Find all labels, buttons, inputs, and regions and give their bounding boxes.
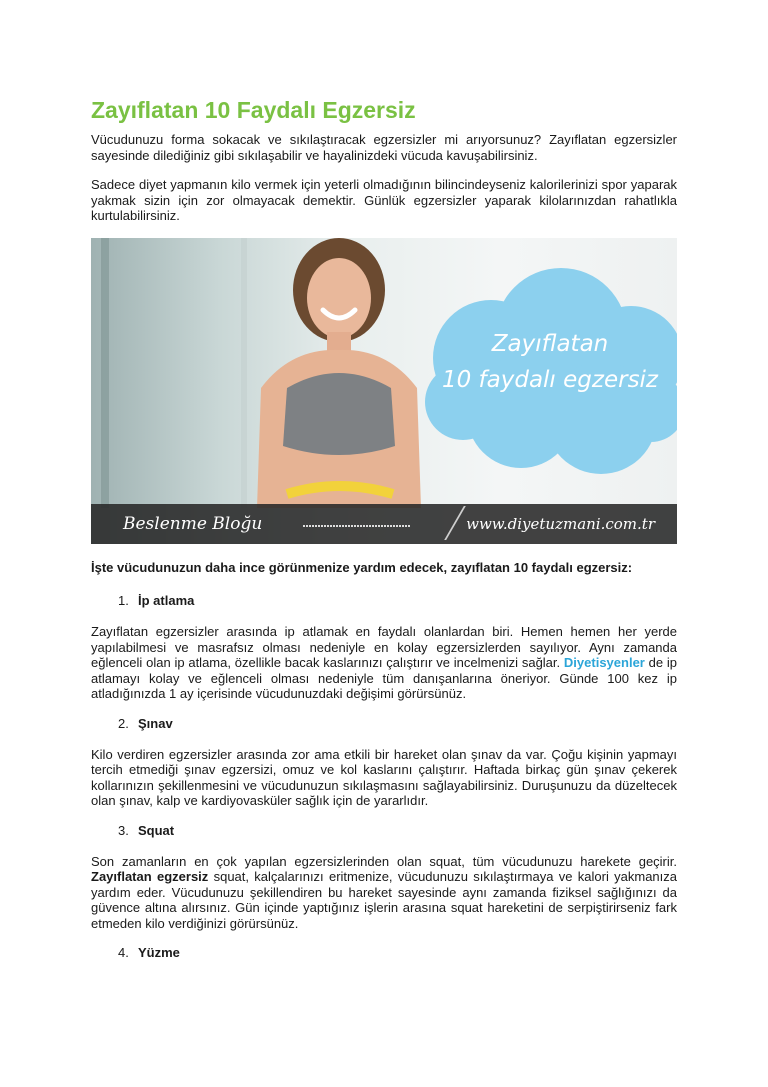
section-heading: Squat — [138, 822, 175, 838]
bold-phrase: Zayıflatan egzersiz — [91, 869, 209, 884]
document-page — [91, 96, 677, 976]
section-heading: Şınav — [138, 715, 173, 731]
paragraph-text: Son zamanların en çok yapılan egzersizlerinden olan squat, tüm vücudunuzu harekete geçirir. — [91, 853, 677, 869]
list-item-heading — [118, 593, 677, 608]
list-item-number: 3. — [118, 822, 129, 838]
hero-bubble-text — [435, 326, 665, 398]
list-item-number: 4. — [118, 945, 129, 960]
dietitians-link[interactable]: Diyetisyenler — [563, 655, 645, 670]
paragraph-text: squat, kalçalarınızı eritmenize, vücudunuzu sıkılaştırmaya ve kalori yakmanıza yardım eder. Vücudunuzu şekillendiren bu hareket sayesinde aynı zamanda fiziksel sağlığınızı da güvence altına alırsınız. Gün içinde yaptığınız işlerin arasına squat hareketini de serpiştirirseniz fark etmeden kilo verdiğinizi görürsünüz. — [91, 869, 677, 931]
lead-paragraph: İşte vücudunuzun daha ince görünmenize yardım edecek, zayıflatan 10 faydalı egzersiz: — [91, 559, 633, 575]
intro-paragraph-1: Vücudunuzu forma sokacak ve sıkılaştıracak egzersizler mi arıyorsunuz? Zayıflatan egzersizler sayesinde dilediğiniz gibi sıkılaşabilir ve hayalinizdeki vücuda kavuşabilirsiniz. — [91, 132, 677, 163]
list-item-heading — [118, 823, 677, 838]
list-item-heading — [118, 716, 677, 731]
intro-paragraph-2: Sadece diyet yapmanın kilo vermek için yeterli olmadığının bilincindeyseniz kalorilerinizi spor yaparak yakmak sizin için zor olmayacak demektir. Günlük egzersizler yaparak kilolarınızdan rahatlıkla kurtulabilirsiniz. — [91, 177, 677, 223]
section-paragraph — [91, 624, 677, 702]
page-title: Zayıflatan 10 Faydalı Egzersiz — [91, 97, 416, 123]
section-heading: Yüzme — [138, 945, 180, 960]
list-item-number: 1. — [118, 593, 129, 608]
section-paragraph — [91, 747, 677, 809]
hero-bubble-line-1: Zayıflatan — [491, 330, 609, 357]
section-heading: İp atlama — [138, 593, 195, 608]
list-item-heading — [118, 945, 677, 960]
hero-brand: Beslenme Bloğu — [123, 513, 263, 534]
list-item-number: 2. — [118, 715, 129, 731]
paragraph-text: Zayıflatan egzersizler arasında ip atlamak en faydalı olanlardan biri. Hemen hemen her yerde yapılabilmesi ve masrafsız olması nedeniyle en kolay egzersizlerden sayılıyor. Aynı zamanda eğlenceli olan ip atlama, özellikle bacak kaslarınızı çalıştırır ve incelmenizi sağlar. — [91, 624, 677, 670]
hero-site-url: www.diyetuzmani.com.tr — [466, 514, 655, 533]
section-paragraph — [91, 854, 677, 932]
hero-bubble-line-2: 10 faydalı egzersiz — [441, 366, 659, 393]
paragraph-text: Kilo verdiren egzersizler arasında zor ama etkili bir hareket olan şınav da var. Çoğu kişinin yapmayı tercih etmediği şınav egzersizi, omuz ve kol kaslarını çalıştırır. Haftada birkaç gün şınav çekerek kollarınızın şekillenmesini ve vücudunuzun sıkılaşmasını sağlayabilirsiniz. Duruşunuzu da düzeltecek olan şınav, kalp ve kardiyovasküler sağlık için de yararlıdır. — [91, 746, 677, 808]
hero-image — [91, 238, 677, 544]
hero-divider — [303, 525, 411, 527]
paragraph-text: de ip atlamayı kolay ve eğlenceli olması nedeniyle tüm danışanlarına öneriyor. Günde 100 kez ip atladığınızda 1 ay içerisinde vücudunuzdaki değişimi görürsünüz. — [91, 655, 677, 701]
